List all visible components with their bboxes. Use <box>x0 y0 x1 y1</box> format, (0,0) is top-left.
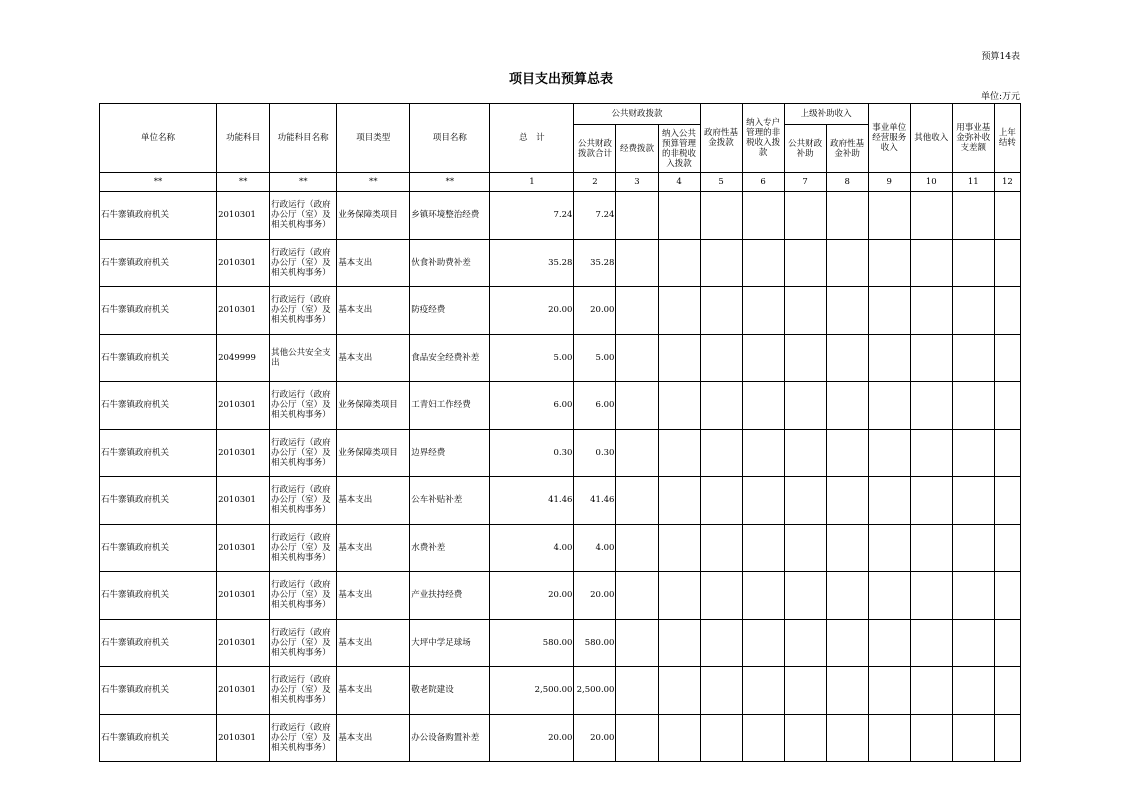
cell-total: 41.46 <box>490 477 574 525</box>
cell-empty <box>742 192 784 240</box>
cell-empty <box>910 524 952 572</box>
cell-empty <box>700 572 742 620</box>
column-number: ** <box>410 173 490 192</box>
cell-func-name: 行政运行（政府办公厅（室）及相关机构事务） <box>270 619 337 667</box>
cell-unit-name: 石牛寨镇政府机关 <box>100 667 217 715</box>
header-gov-fund: 政府性基金拨款 <box>700 104 742 173</box>
column-number: 10 <box>910 173 952 192</box>
header-other-income: 其他收入 <box>910 104 952 173</box>
cell-empty <box>910 477 952 525</box>
cell-unit-name: 石牛寨镇政府机关 <box>100 192 217 240</box>
cell-empty <box>658 382 700 430</box>
header-unit-name: 单位名称 <box>100 104 217 173</box>
cell-empty <box>952 239 994 287</box>
cell-empty <box>616 239 658 287</box>
table-row <box>100 192 1021 240</box>
cell-total: 0.30 <box>490 429 574 477</box>
cell-func-name: 行政运行（政府办公厅（室）及相关机构事务） <box>270 572 337 620</box>
cell-total: 20.00 <box>490 287 574 335</box>
table-row <box>100 714 1021 762</box>
cell-empty <box>700 524 742 572</box>
budget-table <box>99 103 1021 762</box>
cell-empty <box>616 334 658 382</box>
column-number: 9 <box>868 173 910 192</box>
cell-empty <box>700 334 742 382</box>
cell-empty <box>658 714 700 762</box>
cell-empty <box>700 192 742 240</box>
cell-func-name: 行政运行（政府办公厅（室）及相关机构事务） <box>270 382 337 430</box>
cell-total: 20.00 <box>490 572 574 620</box>
cell-proj-type: 业务保障类项目 <box>337 192 410 240</box>
cell-proj-type: 基本支出 <box>337 287 410 335</box>
cell-empty <box>994 714 1020 762</box>
cell-empty <box>952 572 994 620</box>
cell-total: 6.00 <box>490 382 574 430</box>
header-proj-name: 项目名称 <box>410 104 490 173</box>
cell-empty <box>784 192 826 240</box>
cell-empty <box>658 192 700 240</box>
cell-unit-name: 石牛寨镇政府机关 <box>100 477 217 525</box>
header-upper-public: 公共财政补助 <box>784 125 826 173</box>
cell-empty <box>868 287 910 335</box>
cell-empty <box>868 714 910 762</box>
cell-public-fiscal-total: 41.46 <box>574 477 616 525</box>
cell-empty <box>826 382 868 430</box>
cell-empty <box>616 714 658 762</box>
cell-empty <box>700 239 742 287</box>
cell-empty <box>910 239 952 287</box>
cell-empty <box>868 572 910 620</box>
table-row <box>100 667 1021 715</box>
cell-empty <box>658 477 700 525</box>
cell-proj-name: 防疫经费 <box>410 287 490 335</box>
cell-func-code: 2010301 <box>217 524 270 572</box>
cell-unit-name: 石牛寨镇政府机关 <box>100 714 217 762</box>
cell-empty <box>910 619 952 667</box>
cell-empty <box>784 382 826 430</box>
cell-empty <box>994 382 1020 430</box>
cell-total: 5.00 <box>490 334 574 382</box>
cell-proj-type: 基本支出 <box>337 239 410 287</box>
cell-func-name: 行政运行（政府办公厅（室）及相关机构事务） <box>270 477 337 525</box>
cell-empty <box>742 287 784 335</box>
cell-total: 7.24 <box>490 192 574 240</box>
cell-empty <box>826 239 868 287</box>
cell-unit-name: 石牛寨镇政府机关 <box>100 287 217 335</box>
cell-func-name: 行政运行（政府办公厅（室）及相关机构事务） <box>270 714 337 762</box>
cell-public-fiscal-total: 7.24 <box>574 192 616 240</box>
cell-proj-type: 基本支出 <box>337 524 410 572</box>
table-header <box>100 104 1021 192</box>
cell-func-code: 2010301 <box>217 287 270 335</box>
cell-empty <box>742 382 784 430</box>
cell-empty <box>700 477 742 525</box>
cell-proj-name: 公车补贴补差 <box>410 477 490 525</box>
cell-empty <box>700 667 742 715</box>
cell-empty <box>616 619 658 667</box>
cell-proj-type: 基本支出 <box>337 572 410 620</box>
table-row <box>100 382 1021 430</box>
cell-empty <box>742 239 784 287</box>
cell-empty <box>784 477 826 525</box>
cell-func-code: 2010301 <box>217 714 270 762</box>
cell-empty <box>784 667 826 715</box>
header-nontax-public: 纳入公共预算管理的非税收入拨款 <box>658 125 700 173</box>
cell-empty <box>742 619 784 667</box>
cell-empty <box>616 572 658 620</box>
cell-empty <box>868 477 910 525</box>
cell-empty <box>616 667 658 715</box>
page-title: 项目支出预算总表 <box>508 72 613 87</box>
cell-func-name: 其他公共安全支出 <box>270 334 337 382</box>
cell-empty <box>826 619 868 667</box>
cell-empty <box>952 429 994 477</box>
cell-proj-name: 边界经费 <box>410 429 490 477</box>
cell-empty <box>994 619 1020 667</box>
cell-total: 2,500.00 <box>490 667 574 715</box>
header-upper-fund: 政府性基金补助 <box>826 125 868 173</box>
cell-empty <box>910 382 952 430</box>
cell-proj-name: 大坪中学足球场 <box>410 619 490 667</box>
table-number: 预算14表 <box>981 52 1020 62</box>
cell-empty <box>910 334 952 382</box>
cell-empty <box>616 477 658 525</box>
cell-public-fiscal-total: 35.28 <box>574 239 616 287</box>
cell-empty <box>826 334 868 382</box>
cell-empty <box>616 287 658 335</box>
cell-empty <box>742 714 784 762</box>
cell-func-code: 2049999 <box>217 334 270 382</box>
cell-empty <box>910 287 952 335</box>
cell-empty <box>868 334 910 382</box>
cell-empty <box>742 334 784 382</box>
table-row <box>100 477 1021 525</box>
cell-empty <box>658 572 700 620</box>
cell-public-fiscal-total: 4.00 <box>574 524 616 572</box>
column-number: 11 <box>952 173 994 192</box>
table-row <box>100 619 1021 667</box>
cell-unit-name: 石牛寨镇政府机关 <box>100 239 217 287</box>
cell-empty <box>994 334 1020 382</box>
cell-func-code: 2010301 <box>217 239 270 287</box>
cell-proj-name: 水费补差 <box>410 524 490 572</box>
header-public-fiscal: 公共财政拨款 <box>574 104 700 125</box>
cell-empty <box>658 287 700 335</box>
cell-proj-name: 工青妇工作经费 <box>410 382 490 430</box>
cell-empty <box>952 619 994 667</box>
cell-func-name: 行政运行（政府办公厅（室）及相关机构事务） <box>270 667 337 715</box>
cell-empty <box>616 524 658 572</box>
cell-proj-type: 基本支出 <box>337 667 410 715</box>
cell-func-code: 2010301 <box>217 667 270 715</box>
cell-func-name: 行政运行（政府办公厅（室）及相关机构事务） <box>270 239 337 287</box>
cell-proj-type: 基本支出 <box>337 619 410 667</box>
cell-empty <box>784 524 826 572</box>
table-row <box>100 572 1021 620</box>
cell-empty <box>784 714 826 762</box>
column-number: ** <box>100 173 217 192</box>
cell-empty <box>700 382 742 430</box>
cell-empty <box>616 192 658 240</box>
header-nontax-special: 纳入专户管理的非税收入拨款 <box>742 104 784 173</box>
cell-empty <box>994 524 1020 572</box>
cell-empty <box>952 714 994 762</box>
cell-proj-type: 基本支出 <box>337 714 410 762</box>
cell-public-fiscal-total: 580.00 <box>574 619 616 667</box>
cell-empty <box>994 429 1020 477</box>
cell-empty <box>658 429 700 477</box>
cell-empty <box>742 667 784 715</box>
header-func-code: 功能科目 <box>217 104 270 173</box>
cell-empty <box>952 667 994 715</box>
column-number: 5 <box>700 173 742 192</box>
cell-empty <box>868 524 910 572</box>
column-number: ** <box>217 173 270 192</box>
cell-empty <box>700 619 742 667</box>
cell-empty <box>784 334 826 382</box>
cell-proj-name: 食品安全经费补差 <box>410 334 490 382</box>
cell-func-name: 行政运行（政府办公厅（室）及相关机构事务） <box>270 192 337 240</box>
cell-empty <box>952 334 994 382</box>
cell-func-code: 2010301 <box>217 429 270 477</box>
cell-empty <box>784 287 826 335</box>
cell-empty <box>742 477 784 525</box>
cell-proj-name: 敬老院建设 <box>410 667 490 715</box>
cell-empty <box>910 192 952 240</box>
cell-empty <box>700 714 742 762</box>
cell-empty <box>994 239 1020 287</box>
header-business-fund: 用事业基金弥补收支差额 <box>952 104 994 173</box>
cell-empty <box>826 572 868 620</box>
cell-empty <box>826 667 868 715</box>
cell-unit-name: 石牛寨镇政府机关 <box>100 619 217 667</box>
cell-unit-name: 石牛寨镇政府机关 <box>100 334 217 382</box>
cell-public-fiscal-total: 20.00 <box>574 572 616 620</box>
cell-func-code: 2010301 <box>217 477 270 525</box>
header-func-name: 功能科目名称 <box>270 104 337 173</box>
cell-empty <box>868 192 910 240</box>
table-row <box>100 239 1021 287</box>
cell-empty <box>910 667 952 715</box>
cell-total: 35.28 <box>490 239 574 287</box>
cell-proj-type: 基本支出 <box>337 477 410 525</box>
column-number: 12 <box>994 173 1020 192</box>
table-body <box>100 192 1021 762</box>
cell-proj-type: 业务保障类项目 <box>337 429 410 477</box>
cell-func-code: 2010301 <box>217 192 270 240</box>
cell-proj-type: 业务保障类项目 <box>337 382 410 430</box>
cell-empty <box>910 429 952 477</box>
cell-empty <box>658 619 700 667</box>
cell-empty <box>784 429 826 477</box>
cell-empty <box>868 619 910 667</box>
cell-empty <box>700 287 742 335</box>
cell-empty <box>616 429 658 477</box>
header-proj-type: 项目类型 <box>337 104 410 173</box>
cell-public-fiscal-total: 20.00 <box>574 714 616 762</box>
cell-empty <box>868 429 910 477</box>
column-number: 6 <box>742 173 784 192</box>
cell-empty <box>826 524 868 572</box>
cell-empty <box>784 572 826 620</box>
cell-total: 580.00 <box>490 619 574 667</box>
cell-func-name: 行政运行（政府办公厅（室）及相关机构事务） <box>270 524 337 572</box>
cell-func-name: 行政运行（政府办公厅（室）及相关机构事务） <box>270 287 337 335</box>
cell-empty <box>952 524 994 572</box>
cell-empty <box>910 572 952 620</box>
header-business-income: 事业单位经营服务收入 <box>868 104 910 173</box>
cell-empty <box>826 477 868 525</box>
column-number: 8 <box>826 173 868 192</box>
column-number: 1 <box>490 173 574 192</box>
cell-empty <box>826 714 868 762</box>
cell-empty <box>994 572 1020 620</box>
cell-empty <box>994 287 1020 335</box>
cell-empty <box>658 334 700 382</box>
cell-empty <box>868 382 910 430</box>
cell-empty <box>826 287 868 335</box>
cell-empty <box>826 192 868 240</box>
cell-unit-name: 石牛寨镇政府机关 <box>100 429 217 477</box>
cell-proj-type: 基本支出 <box>337 334 410 382</box>
cell-empty <box>952 477 994 525</box>
cell-total: 20.00 <box>490 714 574 762</box>
cell-unit-name: 石牛寨镇政府机关 <box>100 382 217 430</box>
column-number: 4 <box>658 173 700 192</box>
cell-empty <box>742 524 784 572</box>
cell-empty <box>658 239 700 287</box>
cell-empty <box>994 667 1020 715</box>
cell-total: 4.00 <box>490 524 574 572</box>
column-number-row <box>100 173 1021 192</box>
cell-public-fiscal-total: 2,500.00 <box>574 667 616 715</box>
table-row <box>100 524 1021 572</box>
cell-unit-name: 石牛寨镇政府机关 <box>100 572 217 620</box>
cell-empty <box>994 192 1020 240</box>
cell-empty <box>868 239 910 287</box>
cell-public-fiscal-total: 6.00 <box>574 382 616 430</box>
cell-empty <box>616 382 658 430</box>
cell-empty <box>784 619 826 667</box>
header-last-year: 上年结转 <box>994 104 1020 173</box>
cell-empty <box>868 667 910 715</box>
table-row <box>100 429 1021 477</box>
cell-empty <box>952 192 994 240</box>
cell-empty <box>742 429 784 477</box>
cell-func-code: 2010301 <box>217 382 270 430</box>
cell-empty <box>658 667 700 715</box>
header-total: 总 计 <box>490 104 574 173</box>
cell-empty <box>700 429 742 477</box>
cell-public-fiscal-total: 5.00 <box>574 334 616 382</box>
header-operating: 经费拨款 <box>616 125 658 173</box>
cell-public-fiscal-total: 20.00 <box>574 287 616 335</box>
cell-proj-name: 办公设备购置补差 <box>410 714 490 762</box>
cell-func-code: 2010301 <box>217 619 270 667</box>
cell-proj-name: 伙食补助费补差 <box>410 239 490 287</box>
header-public-fiscal-total: 公共财政拨款合计 <box>574 125 616 173</box>
cell-proj-name: 乡镇环境整治经费 <box>410 192 490 240</box>
cell-empty <box>784 239 826 287</box>
header-upper-subsidy: 上级补助收入 <box>784 104 868 125</box>
cell-empty <box>742 572 784 620</box>
column-number: ** <box>270 173 337 192</box>
column-number: 7 <box>784 173 826 192</box>
column-number: 2 <box>574 173 616 192</box>
cell-empty <box>826 429 868 477</box>
table-row <box>100 287 1021 335</box>
cell-empty <box>952 287 994 335</box>
cell-func-code: 2010301 <box>217 572 270 620</box>
cell-empty <box>910 714 952 762</box>
cell-proj-name: 产业扶持经费 <box>410 572 490 620</box>
cell-unit-name: 石牛寨镇政府机关 <box>100 524 217 572</box>
cell-empty <box>658 524 700 572</box>
cell-empty <box>994 477 1020 525</box>
cell-empty <box>952 382 994 430</box>
cell-public-fiscal-total: 0.30 <box>574 429 616 477</box>
column-number: 3 <box>616 173 658 192</box>
unit-label: 单位:万元 <box>980 92 1020 102</box>
column-number: ** <box>337 173 410 192</box>
cell-func-name: 行政运行（政府办公厅（室）及相关机构事务） <box>270 429 337 477</box>
table-row <box>100 334 1021 382</box>
